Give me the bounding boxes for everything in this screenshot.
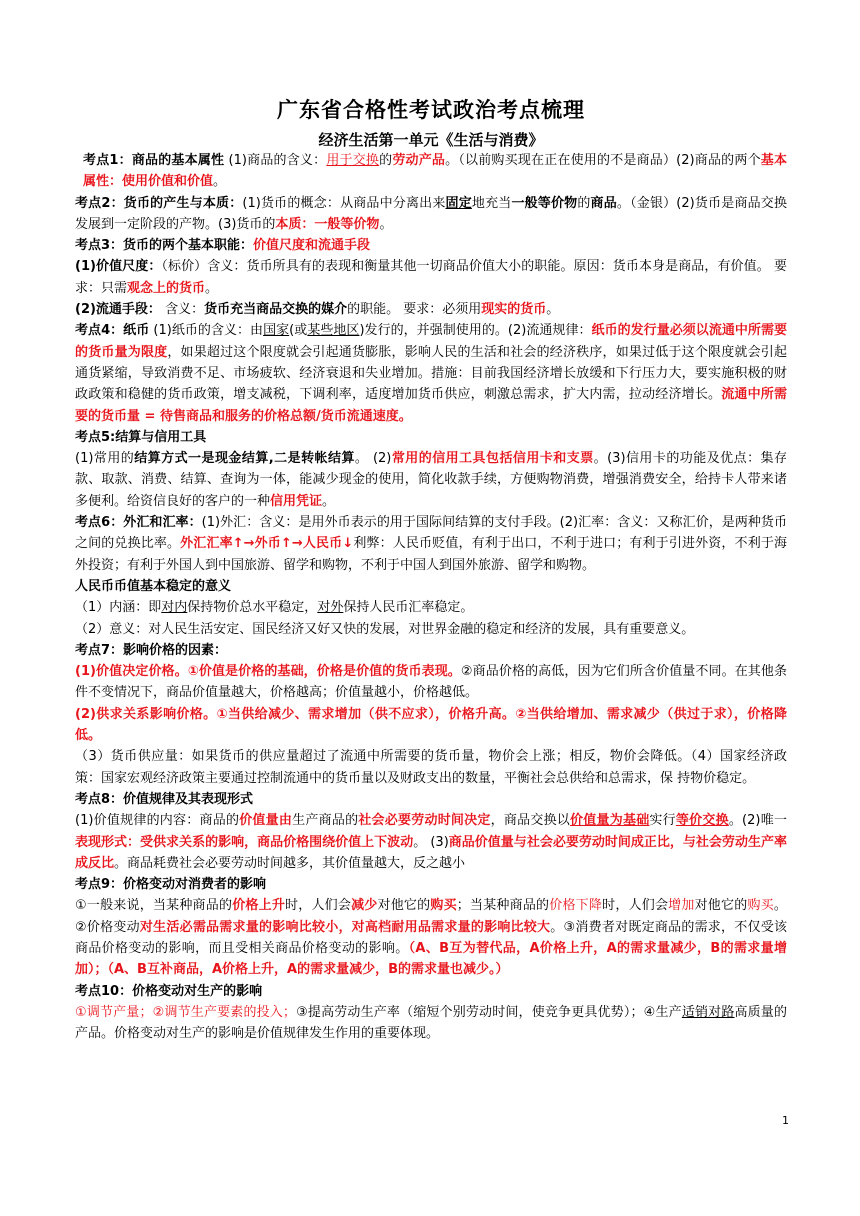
page-title: 广东省合格性考试政治考点梳理 — [277, 97, 585, 122]
text: （A、B互为替代品，A价格上升，A的需求量减少，B的需求量增加）；（A、B互补商品，A价格上升，A的需求量减少，B的需求量也减少。） — [75, 940, 787, 978]
text: 。②价格变动 — [75, 898, 787, 935]
text: 等价交换 — [675, 813, 729, 829]
point-5-heading: 考点5:结算与信用工具 — [75, 429, 207, 445]
point-6-heading: 考点6：外汇和汇率： — [75, 515, 202, 531]
text: 商品 — [590, 195, 617, 211]
text: 时，人们会 — [602, 898, 669, 914]
text: 。(2)唯一 — [728, 813, 787, 829]
text: 对生活必需品需求量的影响比较小，对高档耐用品需求量的影响比较大 — [139, 919, 551, 935]
text: )发行的，并强制使用的。(2)流通规律： — [359, 323, 592, 339]
point-6 — [75, 512, 787, 576]
text: (1)价值规律的内容：商品的 — [75, 813, 240, 829]
text: 人民币币值基本稳定的意义 — [75, 578, 232, 594]
text: 劳动产品 — [392, 153, 446, 168]
text: 对他它的 — [694, 898, 748, 914]
page-number: 1 — [782, 1114, 789, 1127]
text: （2）意义：对人民生活安定、国民经济又好又快的发展，对世界金融的稳定和经济的发展，具有重要意义。 — [75, 621, 695, 637]
text: 价值量由 — [239, 813, 293, 829]
text: 。 (2) — [354, 451, 392, 467]
point-2-heading: 考点2：货币的产生与本质： — [75, 195, 243, 211]
text: (2)供求关系影响价格。①当供给减少、需求增加（供不应求），价格升高。②当供给增加、需求减少（供过于求），价格降低。 — [75, 706, 787, 744]
point-10-body — [75, 1002, 787, 1045]
point-10 — [75, 981, 787, 1002]
text: 一般等价物 — [511, 195, 578, 211]
text: 的职能。 要求：必须用 — [347, 302, 482, 318]
point-7-heading: 考点7：影响价格的因素： — [75, 642, 228, 658]
text: (1)纸币的含义：由 — [149, 323, 264, 339]
text: 现实的货币 — [481, 302, 547, 318]
text: 保持物价总水平稳定， — [187, 600, 318, 616]
text: ②商品价格的高低，因为它们所含价值量不同。在其他条件不变情况下，商品价值量越大，价格越高；价值量越小，价格越低。 — [75, 664, 788, 701]
point-8-body — [75, 810, 787, 874]
text: 适销对路 — [681, 1004, 735, 1020]
point-4-heading: 考点4：纸币 — [75, 323, 150, 339]
point-5 — [75, 427, 787, 448]
text: (1)外汇：含义：是用外币表示的用于国际间结算的支付手段。(2)汇率：含义：又称汇价，是两种货币之间的兑换比率。 — [75, 515, 787, 552]
text: （标价）含义：货币所具有的表现和衡量其他一切商品价值大小的职能。原因：货币本身是商品，有价值。 要求：只需 — [75, 259, 787, 296]
text: 减少 — [351, 898, 378, 914]
text: (1)常用的 — [75, 451, 135, 467]
text: 。（以前购买现在正在使用的不是商品）(2)商品的两个 — [445, 153, 761, 168]
text: 。商品耗费社会必要劳动时间越多，其价值量越大，反之越小 — [114, 855, 466, 871]
text: ；当某种商品的 — [456, 898, 550, 914]
text: 。 — [205, 280, 219, 296]
rmb-heading — [75, 576, 787, 597]
text: 时，人们会 — [285, 898, 352, 914]
text: ，如果超过这个限度就会引起通货膨胀，影响人民的生活和社会的经济秩序，如果过低于这个限度就会引起通货紧缩，导致消费不足、市场疲软、经济衰退和失业增加。措施：目前我国经济增长放缓和下行压力大，要实施积极的财政政策和稳健的货币政策，增支减税，下调利率，适度增加货币供应，刺激总需求，扩大内需，拉动经济增长。 — [75, 344, 787, 403]
point-9 — [75, 874, 787, 895]
text: (1)商品的含义： — [224, 153, 327, 168]
text: 利弊：人民币贬值，有利于出口，不利于进口；有利于引进外资，不利于海外投资；有利于外国人到中国旅游、留学和购物，不利于中国人到国外旅游、留学和购物。 — [75, 536, 787, 573]
text: 。③消费者对既定商品的需求，不仅受该商品价格变动的影响，而且受相关商品价格变动的影响。 — [75, 919, 788, 956]
text: 结算方式一是现金结算,二是转帐结算 — [134, 451, 355, 467]
text: 社会必要劳动时间决定 — [358, 813, 491, 829]
text: 对内 — [161, 600, 188, 616]
point-8-heading: 考点8：价值规律及其表现形式 — [75, 791, 254, 807]
text: 国家 — [263, 323, 290, 339]
text: （3）货币供应量：如果货币的供应量超过了流通中所需要的货币量，物价会上涨；相反，物价会降低。（4）国家经济政策：国家宏观经济政策主要通过控制流通中的货币量以及财政支出的数量，平衡社会总供给和总需求，保 持物价稳定。 — [75, 749, 787, 786]
text: 观念上的货币 — [127, 280, 206, 296]
text: (或 — [289, 323, 308, 339]
point-9-body — [75, 895, 787, 980]
text: 价格下降 — [549, 898, 603, 914]
text: 价值尺度和流通手段 — [253, 238, 371, 254]
text: 本质：一般等价物 — [275, 216, 380, 232]
text: ，商品交换以 — [490, 813, 571, 829]
document-body — [75, 150, 787, 1044]
text: (1)货币的概念：从商品中分离出来 — [242, 195, 446, 211]
text: 信用凭证 — [270, 493, 323, 509]
point-8 — [75, 789, 787, 810]
text: 固定 — [445, 195, 472, 211]
text: 商品价值量与社会必要劳动时间成正比，与社会劳动生产率成反比 — [75, 834, 787, 871]
text: 常用的信用工具包括信用卡和支票 — [391, 451, 594, 467]
point-3-heading: 考点3：货币的两个基本职能： — [75, 238, 254, 254]
point-1 — [75, 150, 787, 193]
text: (1)价值决定价格。①价值是价格的基础，价格是价值的货币表现。 — [75, 664, 461, 680]
point-7-line-3 — [75, 746, 787, 789]
text: ③提高劳动生产率（缩短个别劳动时间，使竞争更具优势）；④生产 — [295, 1004, 682, 1020]
text: 的 — [379, 153, 393, 168]
point-10-heading: 考点10：价格变动对生产的影响 — [75, 983, 263, 999]
text: 。 — [213, 174, 227, 190]
rmb-line-1 — [75, 597, 787, 618]
text: 对他它的 — [377, 898, 431, 914]
point-3-line-2 — [75, 299, 787, 320]
point-3 — [75, 235, 787, 256]
text: 含义： — [160, 302, 205, 318]
text: 对外 — [317, 600, 344, 616]
point-2 — [75, 193, 787, 236]
text: 。(3)信用卡的功能及优点：集存款、取款、消费、结算、查询为一体，能减少现金的使用，简化收款手续，方便购物消费，增强消费安全，给持卡人带来诸多便利。给资信良好的客户的一种 — [75, 451, 787, 509]
text: 增加 — [668, 898, 695, 914]
text: (1)价值尺度： — [75, 259, 162, 275]
text: 。 (3) — [413, 834, 449, 850]
text: ①调节产量；②调节生产要素的投入； — [75, 1004, 296, 1020]
point-7 — [75, 640, 787, 661]
point-7-line-1 — [75, 661, 787, 704]
text: 生产商品的 — [292, 813, 359, 829]
text: 价值量为基础 — [570, 813, 650, 829]
point-7-line-2 — [75, 704, 787, 747]
point-1-heading: 考点1：商品的基本属性 — [83, 153, 225, 168]
text: 货币充当商品交换的媒介 — [204, 302, 348, 318]
text: 价格上升 — [232, 898, 286, 914]
text: 实行 — [649, 813, 676, 829]
text: 的 — [577, 195, 591, 211]
rmb-line-2 — [75, 619, 787, 640]
text: 表现形式：受供求关系的影响，商品价格围绕价值上下波动 — [75, 834, 414, 850]
text: 购买 — [747, 898, 774, 914]
point-9-heading: 考点9：价格变动对消费者的影响 — [75, 877, 267, 893]
text: 。（金银）(2)货币是商品交换发展到一定阶段的产物。(3)货币的 — [75, 195, 787, 232]
point-3-line-1 — [75, 256, 787, 299]
text: （1）内涵：即 — [75, 600, 162, 616]
text: 。 — [379, 216, 393, 232]
text: 流通中所需要的货币量 = 待售商品和服务的价格总额/货币流通速度。 — [75, 387, 787, 424]
text: 高质量的产品。价格变动对生产的影响是价值规律发生作用的重要体现。 — [75, 1004, 787, 1042]
text: (2)流通手段： — [75, 302, 161, 318]
text: 外汇汇率↑→外币↑→人民币↓ — [180, 536, 354, 552]
text: 。 — [546, 302, 560, 318]
text: 地充当 — [471, 195, 512, 211]
page-subtitle: 经济生活第一单元《生活与消费》 — [318, 131, 544, 149]
text: ①一般来说，当某种商品的 — [75, 898, 233, 914]
text: 购买 — [430, 898, 457, 914]
text: 保持人民币汇率稳定。 — [343, 600, 474, 616]
text: 。 — [322, 493, 336, 509]
text: 纸币的发行量必须以流通中所需要的货币量为限度 — [75, 323, 787, 360]
point-4 — [75, 320, 787, 426]
text: 基本属性：使用价值和价值 — [83, 153, 787, 190]
point-5-body — [75, 448, 787, 512]
text: 用于交换 — [326, 153, 380, 168]
text: 某些地区 — [307, 323, 360, 339]
